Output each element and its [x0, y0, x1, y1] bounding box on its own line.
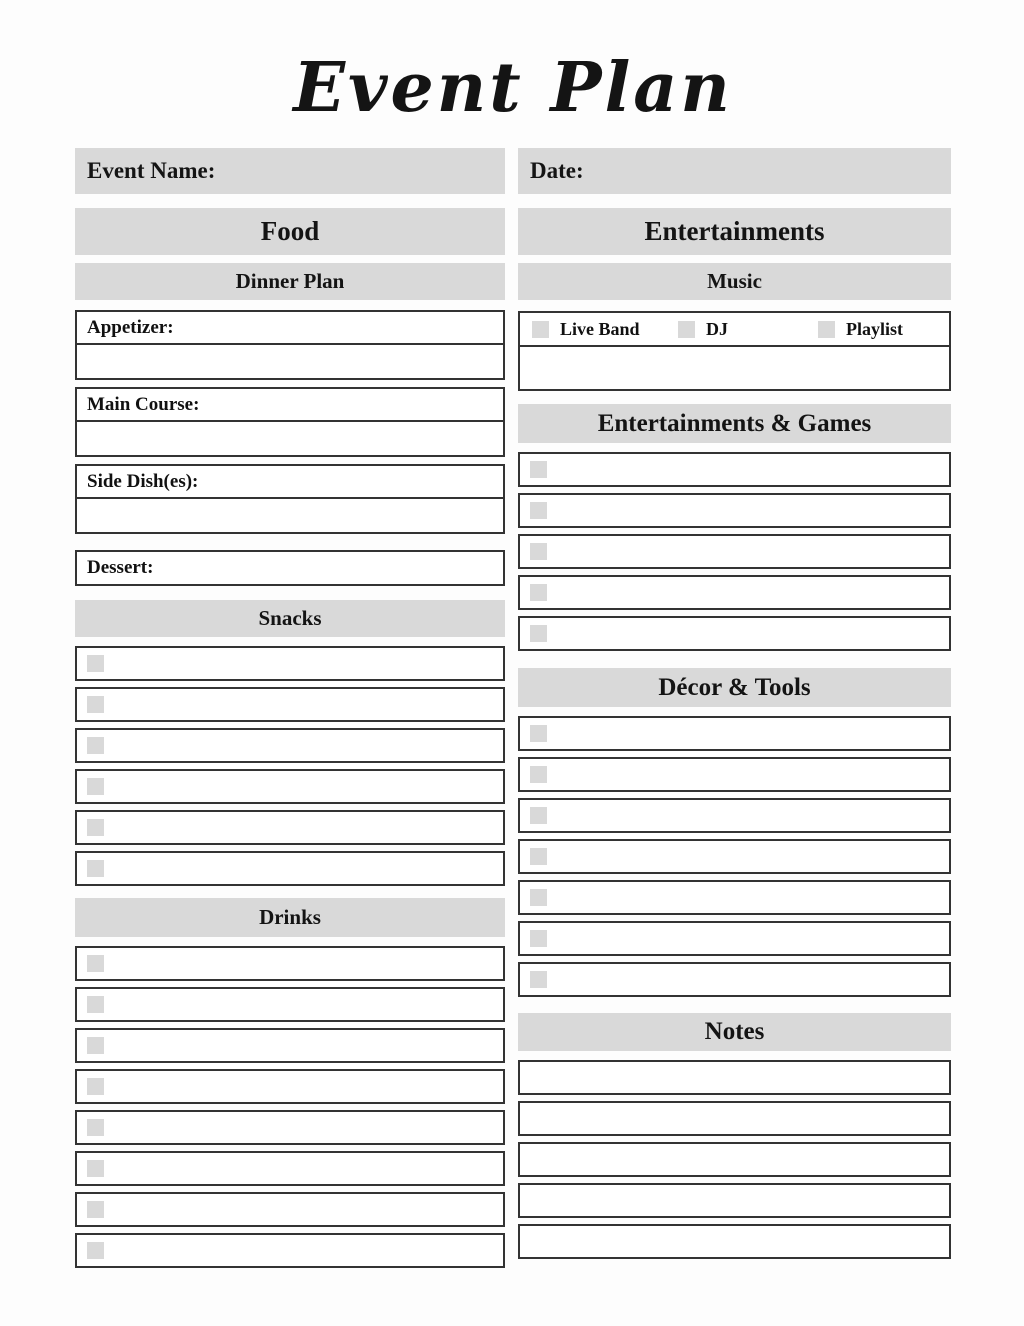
- checkbox-icon[interactable]: [87, 1160, 104, 1177]
- checkbox-icon[interactable]: [532, 321, 549, 338]
- notes-header-label: Notes: [704, 1018, 765, 1045]
- snack-row[interactable]: [75, 769, 505, 804]
- field-main-course: [75, 387, 505, 457]
- note-line[interactable]: [518, 1183, 951, 1218]
- field-appetizer: [75, 310, 505, 380]
- checkbox-icon[interactable]: [87, 1201, 104, 1218]
- notes-header: [518, 1013, 951, 1051]
- checkbox-icon[interactable]: [530, 848, 547, 865]
- music-option[interactable]: [818, 319, 949, 340]
- checkbox-icon[interactable]: [87, 819, 104, 836]
- main-course-label: Main Course:: [77, 389, 503, 422]
- decor-row[interactable]: [518, 839, 951, 874]
- snack-row[interactable]: [75, 687, 505, 722]
- entertainments-section-header: [518, 208, 951, 255]
- appetizer-label: Appetizer:: [77, 312, 503, 345]
- music-option[interactable]: [532, 319, 678, 340]
- checkbox-icon[interactable]: [530, 930, 547, 947]
- checkbox-icon[interactable]: [87, 1037, 104, 1054]
- game-row[interactable]: [518, 493, 951, 528]
- music-box: [518, 311, 951, 391]
- music-option-label: Live Band: [560, 318, 640, 339]
- side-dishes-label: Side Dish(es):: [77, 466, 503, 499]
- checkbox-icon[interactable]: [818, 321, 835, 338]
- snack-row[interactable]: [75, 728, 505, 763]
- decor-row[interactable]: [518, 880, 951, 915]
- game-row[interactable]: [518, 534, 951, 569]
- game-row[interactable]: [518, 616, 951, 651]
- snacks-header: [75, 600, 505, 637]
- checkbox-icon[interactable]: [87, 996, 104, 1013]
- decor-row[interactable]: [518, 962, 951, 997]
- games-list: [518, 452, 951, 651]
- checkbox-icon[interactable]: [678, 321, 695, 338]
- notes-list: [518, 1060, 951, 1259]
- music-option-label: Playlist: [846, 318, 903, 339]
- music-header: [518, 263, 951, 300]
- date-label: Date:: [530, 158, 584, 183]
- snack-row[interactable]: [75, 851, 505, 886]
- checkbox-icon[interactable]: [87, 737, 104, 754]
- field-side-dishes: [75, 464, 505, 534]
- side-dishes-input[interactable]: [77, 499, 503, 532]
- right-column: [518, 148, 951, 1274]
- page-title: Event Plan: [293, 48, 733, 128]
- drink-row[interactable]: [75, 1192, 505, 1227]
- note-line[interactable]: [518, 1101, 951, 1136]
- food-section-header: [75, 208, 505, 255]
- checkbox-icon[interactable]: [530, 807, 547, 824]
- decor-row[interactable]: [518, 757, 951, 792]
- appetizer-input[interactable]: [77, 345, 503, 378]
- music-details-input[interactable]: [520, 347, 949, 389]
- columns: [75, 148, 951, 1274]
- checkbox-icon[interactable]: [530, 971, 547, 988]
- note-line[interactable]: [518, 1060, 951, 1095]
- decor-row[interactable]: [518, 798, 951, 833]
- event-name-field[interactable]: [75, 148, 505, 194]
- drink-row[interactable]: [75, 987, 505, 1022]
- checkbox-icon[interactable]: [87, 1078, 104, 1095]
- checkbox-icon[interactable]: [530, 584, 547, 601]
- checkbox-icon[interactable]: [530, 461, 547, 478]
- note-line[interactable]: [518, 1224, 951, 1259]
- drinks-header-label: Drinks: [259, 905, 321, 929]
- dessert-label: Dessert:: [87, 557, 154, 578]
- food-header-label: Food: [260, 216, 320, 246]
- drink-row[interactable]: [75, 946, 505, 981]
- decor-row[interactable]: [518, 921, 951, 956]
- dinner-plan-label: Dinner Plan: [235, 269, 345, 293]
- checkbox-icon[interactable]: [530, 725, 547, 742]
- checkbox-icon[interactable]: [530, 889, 547, 906]
- game-row[interactable]: [518, 452, 951, 487]
- decor-row[interactable]: [518, 716, 951, 751]
- checkbox-icon[interactable]: [530, 766, 547, 783]
- checkbox-icon[interactable]: [87, 696, 104, 713]
- checkbox-icon[interactable]: [87, 1119, 104, 1136]
- entertainments-header-label: Entertainments: [644, 216, 825, 246]
- main-course-input[interactable]: [77, 422, 503, 455]
- drink-row[interactable]: [75, 1233, 505, 1268]
- music-option[interactable]: [678, 319, 818, 340]
- snacks-header-label: Snacks: [258, 606, 322, 630]
- decor-header: [518, 668, 951, 707]
- note-line[interactable]: [518, 1142, 951, 1177]
- drink-row[interactable]: [75, 1028, 505, 1063]
- left-column: [75, 148, 505, 1274]
- date-field[interactable]: [518, 148, 951, 194]
- snack-row[interactable]: [75, 810, 505, 845]
- snacks-list: [75, 646, 505, 886]
- snack-row[interactable]: [75, 646, 505, 681]
- checkbox-icon[interactable]: [87, 1242, 104, 1259]
- drink-row[interactable]: [75, 1151, 505, 1186]
- checkbox-icon[interactable]: [87, 955, 104, 972]
- music-header-label: Music: [707, 269, 762, 293]
- checkbox-icon[interactable]: [87, 860, 104, 877]
- checkbox-icon[interactable]: [87, 655, 104, 672]
- games-header-label: Entertainments & Games: [597, 409, 872, 437]
- drinks-list: [75, 946, 505, 1268]
- checkbox-icon[interactable]: [530, 543, 547, 560]
- drink-row[interactable]: [75, 1110, 505, 1145]
- field-dessert[interactable]: [75, 550, 505, 586]
- checkbox-icon[interactable]: [87, 778, 104, 795]
- drink-row[interactable]: [75, 1069, 505, 1104]
- games-header: [518, 404, 951, 443]
- event-name-label: Event Name:: [87, 158, 216, 183]
- music-options-row: [520, 313, 949, 347]
- checkbox-icon[interactable]: [530, 625, 547, 642]
- drinks-header: [75, 898, 505, 937]
- game-row[interactable]: [518, 575, 951, 610]
- dinner-plan-header: [75, 263, 505, 300]
- decor-header-label: Décor & Tools: [658, 673, 811, 701]
- decor-list: [518, 716, 951, 997]
- checkbox-icon[interactable]: [530, 502, 547, 519]
- music-option-label: DJ: [706, 318, 728, 339]
